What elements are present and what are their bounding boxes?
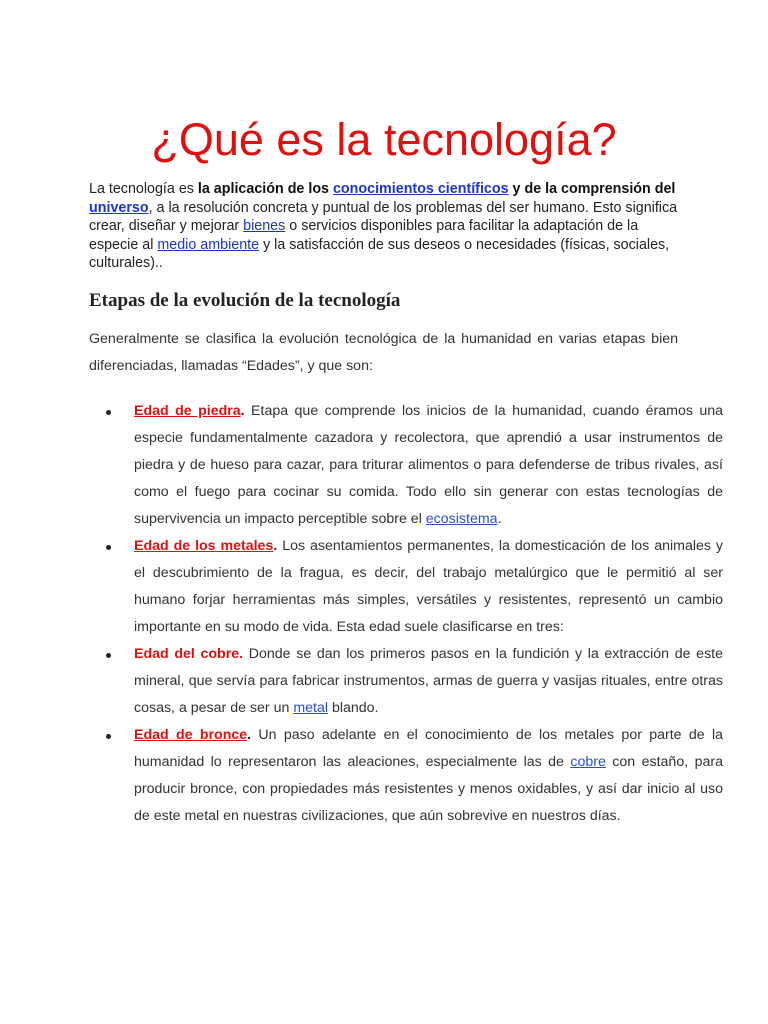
list-item-edad-metales: Edad de los metales. Los asentamientos permanentes, la domesticación de los animales y el descubrimiento de la fragua, es decir, del trabajo metalúrgico que le permitió al ser humano forjar herramientas más simples, versátiles y resistentes, representó un cambio importante en su modo de vida. Esta edad suele clasificarse en tres: <box>134 533 723 641</box>
intro-bold-2: y de la comprensión del <box>508 181 676 197</box>
intro-text-3: o servicios disponibles para facilitar la adaptación de la especie al <box>89 218 639 253</box>
intro-text-4: y la satisfacción de sus deseos o necesidades (físicas, sociales, culturales).. <box>89 236 670 271</box>
link-universo[interactable]: universo <box>89 199 149 216</box>
etapas-list <box>89 398 723 830</box>
item-text: Etapa que comprende los inicios de la humanidad, cuando éramos una especie fundamentalmente cazadora y recolectora, que aprendió a usar instrumentos de piedra y de hueso para cazar, para triturar alimentos o para defenderse de tribus rivales, así como el fuego para cocinar su comida. Todo ello sin generar con estas tecnologías de supervivencia un impacto perceptible sobre el <box>134 403 724 527</box>
term-edad-de-los-metales: Edad de los metales <box>134 538 274 554</box>
intro-paragraph <box>89 180 681 273</box>
link-ecosistema[interactable]: ecosistema <box>425 511 498 527</box>
item-text: Un paso adelante en el conocimiento de los metales por parte de la humanidad lo representaron las aleaciones, especialmente las de <box>134 727 723 770</box>
link-bienes[interactable]: bienes <box>243 218 286 234</box>
list-item-edad-bronce: Edad de bronce. Un paso adelante en el conocimiento de los metales por parte de la humanidad lo representaron las aleaciones, especialmente las de cobre con estaño, para producir bronce, con propiedades más resistentes y menos oxidables, y así dar inicio al uso de este metal en nuestras civilizaciones, que aún sobrevive en nuestros días. <box>134 722 723 830</box>
link-cobre[interactable]: cobre <box>570 754 606 770</box>
section-paragraph: Generalmente se clasifica la evolución tecnológica de la humanidad en varias etapas bien diferenciadas, llamadas “Edades”, y que son: <box>89 331 678 374</box>
term-edad-del-cobre: Edad del cobre. <box>134 646 244 662</box>
intro-text-1: La tecnología es <box>89 181 198 197</box>
intro-text-2: , a la resolución concreta y puntual de los problemas del ser humano. Esto significa crear, diseñar y mejorar <box>89 199 678 234</box>
link-medio-ambiente[interactable]: medio ambiente <box>157 236 260 253</box>
intro-bold-1: la aplicación de los <box>197 181 333 197</box>
page-title: ¿Qué es la tecnología? <box>151 114 617 165</box>
list-item-edad-cobre <box>134 641 723 722</box>
link-conocimientos-cientificos[interactable]: conocimientos científicos <box>332 181 509 197</box>
term-edad-de-piedra: Edad de piedra <box>134 403 241 419</box>
link-metal[interactable]: metal <box>293 700 329 716</box>
term-edad-de-bronce: Edad de bronce <box>134 727 248 743</box>
item-text: Donde se dan los primeros pasos en la fundición y la extracción de este mineral, que servía para fabricar instrumentos, armas de guerra y vasijas rituales, entre otras cosas, a pesar de ser un <box>134 646 723 716</box>
list-item-edad-piedra: Edad de piedra. Etapa que comprende los inicios de la humanidad, cuando éramos una especie fundamentalmente cazadora y recolectora, que aprendió a usar instrumentos de piedra y de hueso para cazar, para triturar alimentos o para defenderse de tribus rivales, así como el fuego para cocinar su comida. Todo ello sin generar con estas tecnologías de supervivencia un impacto perceptible sobre el ecosistema. <box>134 398 723 533</box>
item-tail: blando. <box>328 700 379 716</box>
item-tail: con estaño, para producir bronce, con propiedades más resistentes y menos oxidables, y así dar inicio al uso de este metal en nuestras civilizaciones, que aún sobrevive en nuestros días. <box>134 754 723 824</box>
section-heading: Etapas de la evolución de la tecnología <box>89 290 401 311</box>
item-text: Los asentamientos permanentes, la domesticación de los animales y el descubrimiento de la fragua, es decir, del trabajo metalúrgico que le permitió al ser humano forjar herramientas más simples, versátiles y resistentes, representó un cambio importante en su modo de vida. Esta edad suele clasificarse en tres: <box>134 538 723 635</box>
item-tail: . <box>497 511 502 527</box>
